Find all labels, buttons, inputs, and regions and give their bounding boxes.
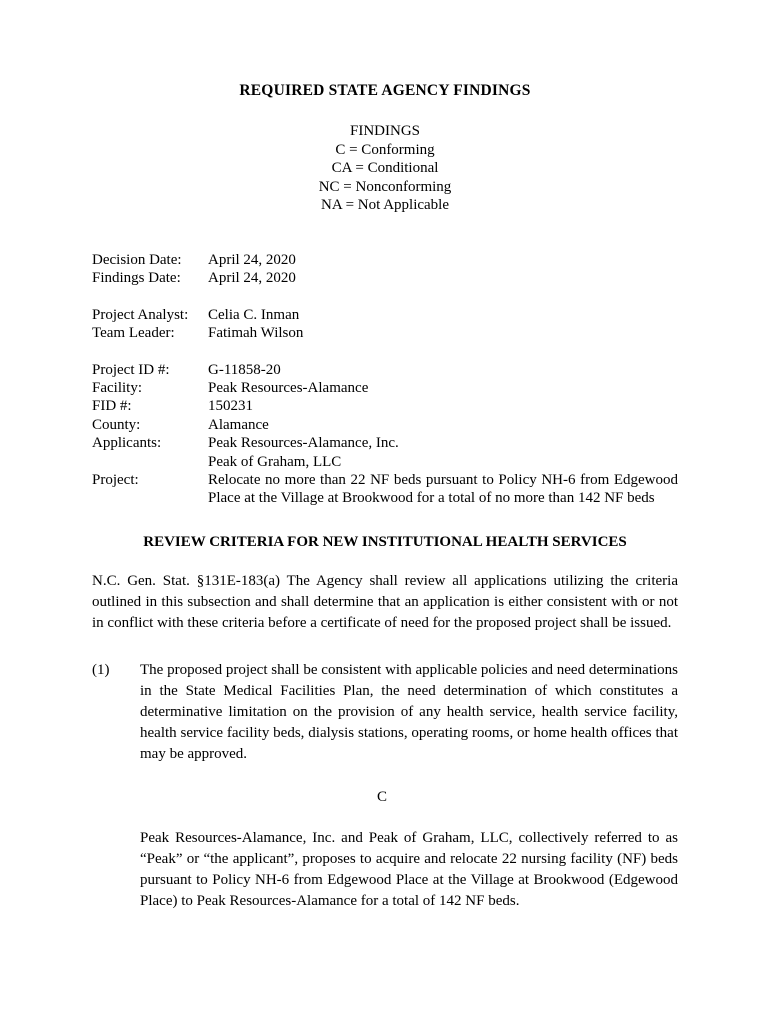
table-row: [92, 434, 678, 452]
legend-nonconforming: NC = Nonconforming: [318, 178, 452, 195]
applicants-value-1: Peak Resources-Alamance, Inc.: [208, 435, 399, 452]
decision-date-label: Decision Date:: [92, 251, 182, 268]
team-leader-value: Fatimah Wilson: [208, 325, 304, 342]
findings-date-label: Findings Date:: [92, 270, 181, 287]
criterion-text: The proposed project shall be consistent with applicable policies and need determinations in the State Medical Facilities Plan, the need determination of which constitutes a determinative limitation on the provision of any health service, health service facility, health service facility beds, dialysis stations, operating rooms, or home health offices that may be approved.: [140, 661, 678, 762]
criterion-one: [92, 660, 678, 765]
fid-value: 150231: [208, 398, 253, 415]
decision-date-value: April 24, 2020: [208, 251, 296, 268]
meta-table-dates: [92, 251, 678, 288]
legend-conforming: C = Conforming: [335, 141, 435, 158]
project-analyst-label: Project Analyst:: [92, 306, 189, 323]
team-leader-label: Team Leader:: [92, 325, 175, 342]
table-row: [92, 379, 678, 397]
review-criteria-heading: REVIEW CRITERIA FOR NEW INSTITUTIONAL HEALTH SERVICES: [143, 533, 627, 550]
criterion-number: (1): [92, 661, 110, 678]
finding-paragraph: Peak Resources-Alamance, Inc. and Peak of Graham, LLC, collectively referred to as “Peak” or “the applicant”, proposes to acquire and relocate 22 nursing facility (NF) beds pursuant to Policy NH-6 from Edgewood Place at the Village at Brookwood (Edgewood Place) to Peak Resources-Alamance for a total of 142 NF beds.: [140, 829, 678, 909]
legend-conditional: CA = Conditional: [331, 160, 439, 177]
statute-paragraph: N.C. Gen. Stat. §131E-183(a) The Agency shall review all applications utilizing the criteria outlined in this subsection and shall determine that an application is either consistent with or not in conflict with these criteria before a certificate of need for the proposed project shall be issued.: [92, 572, 678, 631]
table-row: [92, 251, 678, 269]
county-value: Alamance: [208, 416, 269, 433]
table-row: [92, 471, 678, 508]
table-row: [92, 453, 678, 471]
applicants-label: Applicants:: [92, 435, 162, 452]
facility-label: Facility:: [92, 380, 142, 396]
findings-legend-block: [92, 122, 678, 215]
legend-not-applicable: NA = Not Applicable: [320, 197, 450, 214]
project-label: Project:: [92, 472, 139, 489]
table-row: [92, 306, 678, 324]
county-label: County:: [92, 416, 141, 433]
fid-label: FID #:: [92, 398, 132, 415]
facility-value: Peak Resources-Alamance: [208, 380, 369, 396]
applicants-value-2: Peak of Graham, LLC: [208, 453, 342, 470]
page-title: REQUIRED STATE AGENCY FINDINGS: [239, 82, 531, 99]
findings-heading: FINDINGS: [349, 123, 420, 139]
project-id-label: Project ID #:: [92, 361, 170, 378]
findings-date-value: April 24, 2020: [208, 270, 296, 287]
project-value: Relocate no more than 22 NF beds pursuant to Policy NH-6 from Edgewood Place at the Village at Brookwood for a total of no more than 142 NF beds: [208, 472, 678, 507]
project-analyst-value: Celia C. Inman: [208, 306, 300, 323]
project-id-value: G-11858-20: [208, 361, 281, 378]
table-row: [92, 416, 678, 434]
table-row: [92, 324, 678, 342]
applicants-label-blank: [92, 453, 208, 471]
meta-table-project: [92, 361, 678, 508]
table-row: [92, 361, 678, 379]
conformity-mark: C: [376, 788, 387, 805]
table-row: [92, 397, 678, 415]
meta-table-staff: [92, 306, 678, 343]
table-row: [92, 269, 678, 287]
